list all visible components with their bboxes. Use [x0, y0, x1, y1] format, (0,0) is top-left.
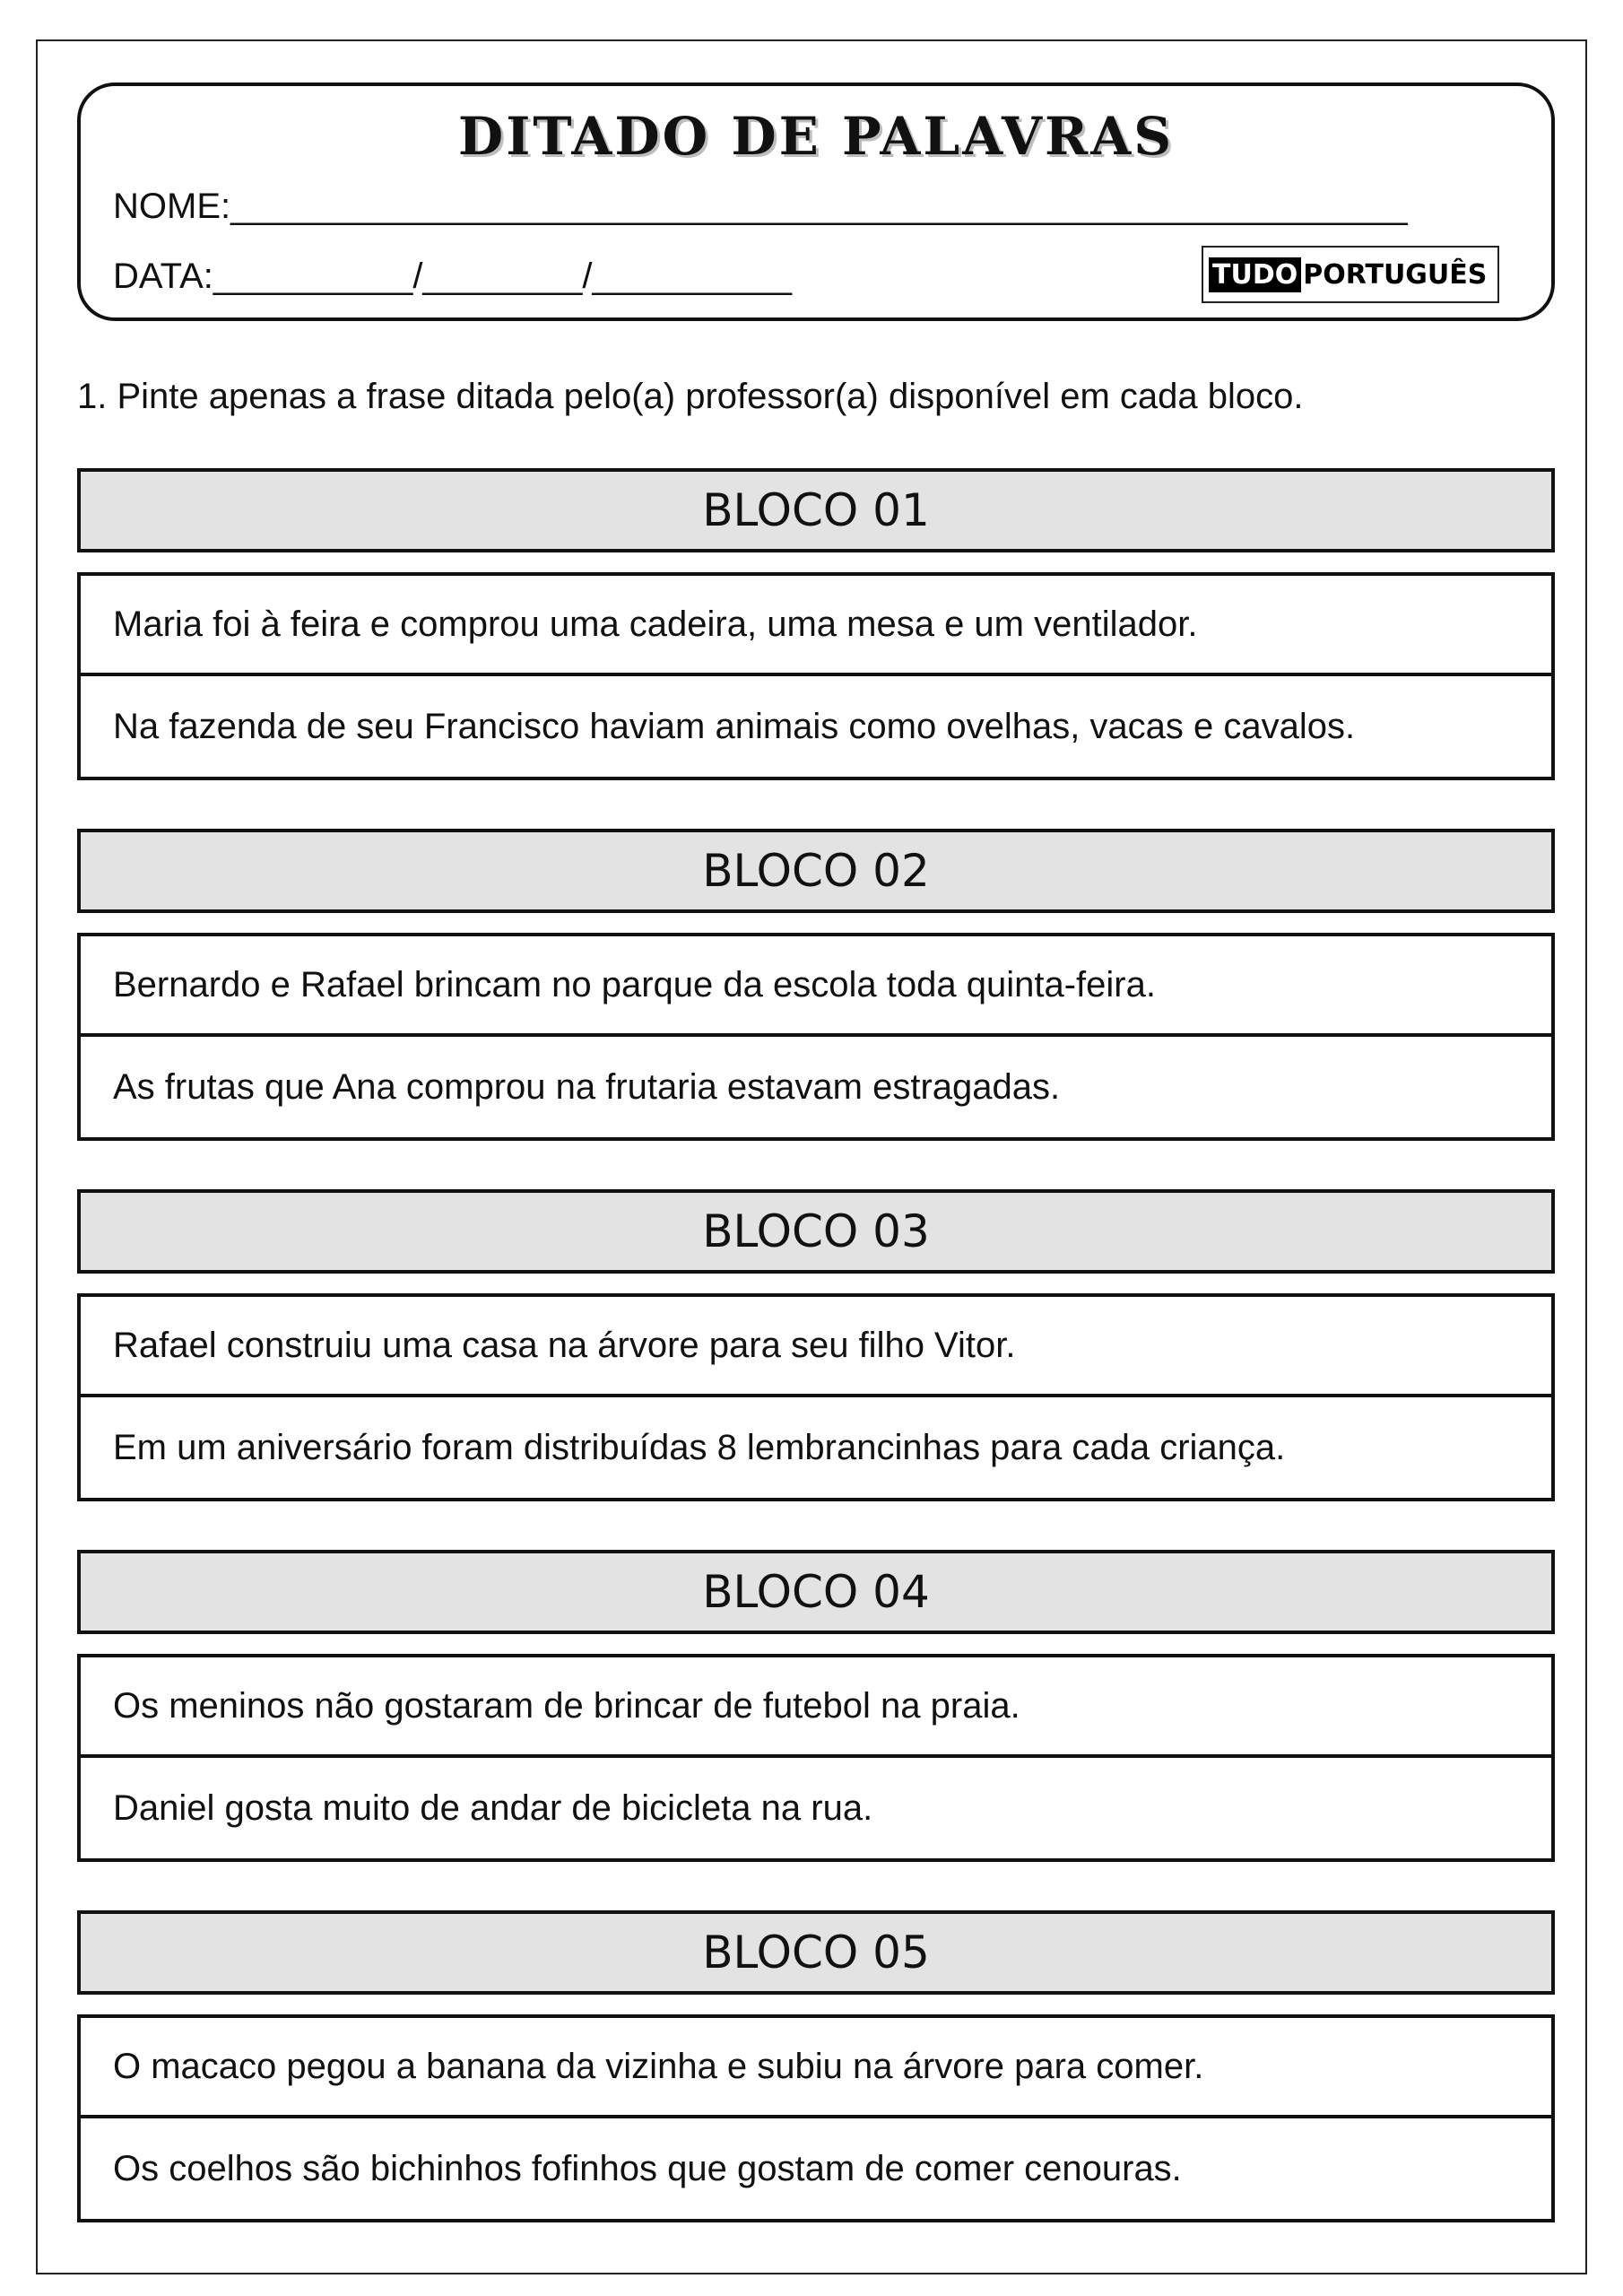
logo-right-text: PORTUGUÊS [1303, 258, 1488, 291]
block-5-title: BLOCO 05 [77, 1910, 1555, 1995]
tudo-portugues-logo [1202, 246, 1499, 303]
block-5-sentence-1[interactable]: O macaco pegou a banana da vizinha e subiu na árvore para comer. [81, 2018, 1551, 2118]
header-box [77, 83, 1555, 321]
block-2-title: BLOCO 02 [77, 829, 1555, 913]
block-4-sentence-2[interactable]: Daniel gosta muito de andar de bicicleta na rua. [113, 1787, 873, 1828]
block-2-sentence-1[interactable]: Bernardo e Rafael brincam no parque da escola toda quinta-feira. [81, 936, 1551, 1037]
worksheet-title: DITADO DE PALAVRAS [457, 106, 1175, 167]
block-5-sentences [77, 2014, 1555, 2222]
block-3-sentence-2[interactable]: Em um aniversário foram distribuídas 8 lembrancinhas para cada criança. [113, 1427, 1286, 1467]
block-2-sentence-2[interactable]: As frutas que Ana comprou na frutaria estavam estragadas. [113, 1066, 1061, 1107]
block-3-sentence-1[interactable]: Rafael construiu uma casa na árvore para seu filho Vitor. [81, 1297, 1551, 1397]
instruction-text: 1. Pinte apenas a frase ditada pelo(a) professor(a) disponível em cada bloco. [77, 377, 1304, 416]
block-4-title: BLOCO 04 [77, 1550, 1555, 1634]
block-2-sentences [77, 933, 1555, 1141]
block-5-sentence-2[interactable]: Os coelhos são bichinhos fofinhos que gostam de comer cenouras. [113, 2148, 1182, 2188]
date-field[interactable]: DATA:__________/________/__________ [113, 257, 792, 296]
block-3-title: BLOCO 03 [77, 1189, 1555, 1274]
block-3-sentences [77, 1293, 1555, 1501]
block-1-title: BLOCO 01 [77, 468, 1555, 552]
block-4-sentences [77, 1654, 1555, 1862]
logo-left-text: TUDO [1209, 257, 1301, 292]
block-1-sentence-1[interactable]: Maria foi à feira e comprou uma cadeira, uma mesa e um ventilador. [81, 576, 1551, 676]
name-field[interactable]: NOME:___________________________________________________________ [113, 187, 1408, 226]
block-1-sentence-2[interactable]: Na fazenda de seu Francisco haviam animais como ovelhas, vacas e cavalos. [113, 706, 1356, 746]
block-4-sentence-1[interactable]: Os meninos não gostaram de brincar de futebol na praia. [81, 1657, 1551, 1758]
block-1-sentences [77, 572, 1555, 780]
